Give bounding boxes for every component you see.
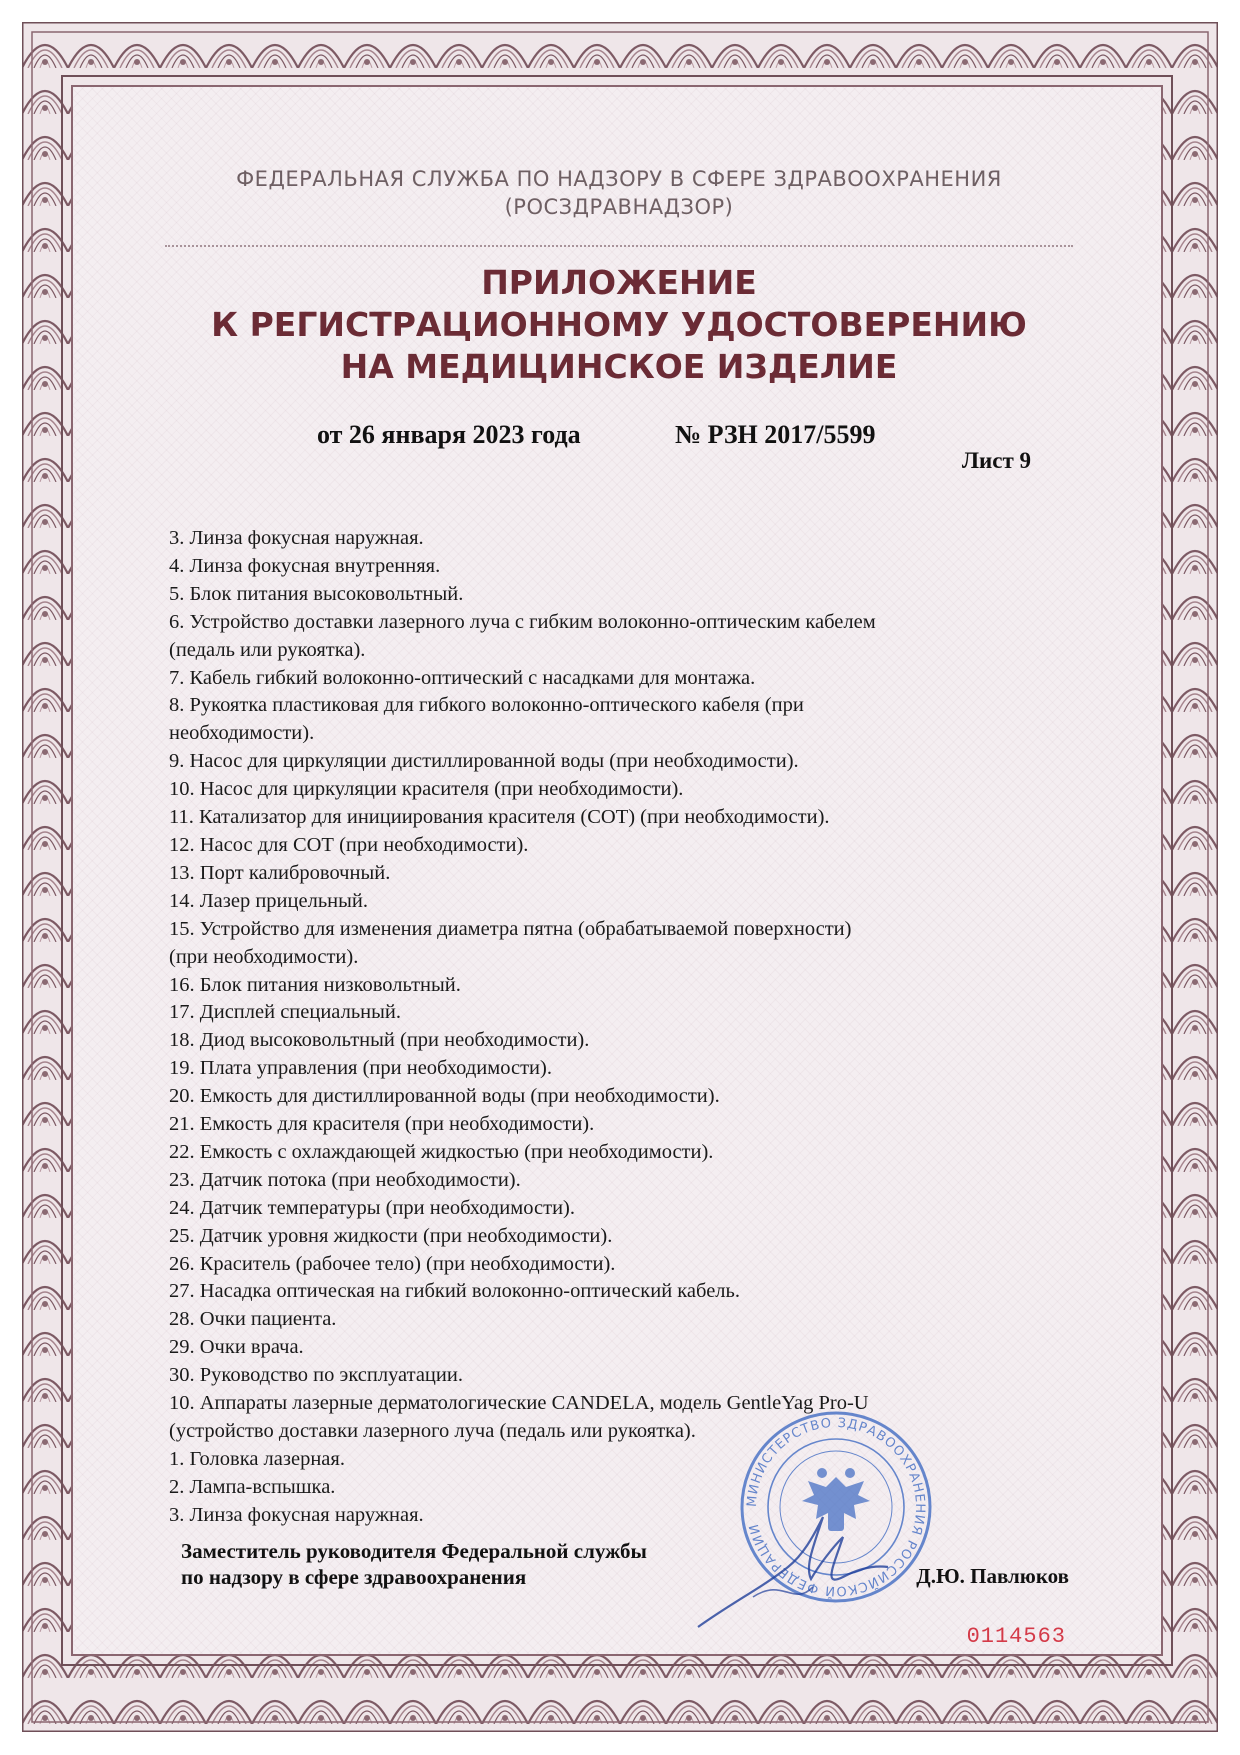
list-item: 27. Насадка оптическая на гибкий волоконно-оптический кабель. — [169, 1280, 740, 1303]
list-item: 18. Диод высоковольтный (при необходимости). — [169, 1029, 590, 1052]
list-item: необходимости). — [169, 722, 315, 745]
list-item: 21. Емкость для красителя (при необходимости). — [169, 1113, 595, 1136]
list-item: 10. Насос для циркуляции красителя (при необходимости). — [169, 778, 684, 801]
list-item: 19. Плата управления (при необходимости). — [169, 1057, 552, 1080]
list-item: 13. Порт калибровочный. — [169, 861, 391, 884]
list-item: 10. Аппараты лазерные дерматологические CANDELA, модель GentleYag Pro-U — [169, 1392, 869, 1415]
list-item: 16. Блок питания низковольтный. — [169, 973, 461, 996]
list-item: 20. Емкость для дистиллированной воды (при необходимости). — [169, 1085, 720, 1108]
list-item: 7. Кабель гибкий волоконно-оптический с насадками для монтажа. — [169, 666, 756, 689]
agency-abbr: (РОСЗДРАВНАДЗОР) — [504, 195, 734, 219]
list-item: 3. Линза фокусная наружная. — [169, 527, 424, 549]
signatory-role — [181, 1538, 647, 1590]
issue-date: от 26 января 2023 года — [317, 420, 581, 449]
list-item: 2. Лампа-вспышка. — [169, 1475, 336, 1498]
signatory-role-line-1: Заместитель руководителя Федеральной службы — [181, 1539, 647, 1563]
list-item: 12. Насос для СОТ (при необходимости). — [169, 833, 529, 856]
serial-number: 0114563 — [966, 1624, 1066, 1649]
handwritten-signature — [693, 1507, 893, 1637]
certificate-sheet — [22, 22, 1218, 1732]
list-item: 23. Датчик потока (при необходимости). — [169, 1168, 521, 1191]
component-list — [169, 525, 1029, 1530]
list-item: 25. Датчик уровня жидкости (при необходимости). — [169, 1224, 613, 1247]
list-item: (педаль или рукоятка). — [169, 638, 366, 661]
list-item: 14. Лазер прицельный. — [169, 889, 369, 912]
list-item: 1. Головка лазерная. — [169, 1447, 345, 1470]
list-item: (при необходимости). — [169, 945, 359, 968]
signatory-name: Д.Ю. Павлюков — [916, 1564, 1069, 1588]
sheet-number: Лист 9 — [961, 448, 1031, 473]
list-item: 24. Датчик температуры (при необходимости). — [169, 1196, 575, 1219]
list-item: 9. Насос для циркуляции дистиллированной воды (при необходимости). — [169, 750, 799, 773]
title-line-2: К РЕГИСТРАЦИОННОМУ УДОСТОВЕРЕНИЮ — [211, 305, 1027, 344]
header-divider — [165, 245, 1073, 247]
list-item: (устройство доставки лазерного луча (педаль или рукоятка). — [169, 1420, 696, 1442]
list-item: 11. Катализатор для инициирования красителя (СОТ) (при необходимости). — [169, 806, 830, 829]
list-item: 26. Краситель (рабочее тело) (при необходимости). — [169, 1252, 616, 1275]
title-line-3: НА МЕДИЦИНСКОЕ ИЗДЕЛИЕ — [340, 347, 898, 386]
list-item: 5. Блок питания высоковольтный. — [169, 582, 464, 605]
registration-number: № РЗН 2017/5599 — [675, 420, 876, 449]
list-item: 17. Дисплей специальный. — [169, 1001, 402, 1024]
list-item: 3. Линза фокусная наружная. — [169, 1503, 424, 1526]
list-item: 30. Руководство по эксплуатации. — [169, 1364, 463, 1387]
list-item: 6. Устройство доставки лазерного луча с гибким волоконно-оптическим кабелем — [169, 610, 876, 633]
list-item: 15. Устройство для изменения диаметра пятна (обрабатываемой поверхности) — [169, 917, 852, 940]
document-title — [73, 262, 1165, 388]
signatory-role-line-2: по надзору в сфере здравоохранения — [181, 1565, 527, 1589]
document-body — [71, 85, 1163, 1656]
list-item: 29. Очки врача. — [169, 1336, 304, 1359]
agency-header — [73, 165, 1165, 221]
title-line-1: ПРИЛОЖЕНИЕ — [481, 263, 757, 302]
list-item: 4. Линза фокусная внутренняя. — [169, 554, 441, 577]
list-item: 8. Рукоятка пластиковая для гибкого волоконно-оптического кабеля (при — [169, 694, 804, 717]
seal-ring-text: МИНИСТЕРСТВО ЗДРАВООХРАНЕНИЯ РОССИЙСКОЙ ФЕДЕРАЦИИ — [744, 1415, 928, 1599]
list-item: 28. Очки пациента. — [169, 1308, 337, 1331]
agency-name: ФЕДЕРАЛЬНАЯ СЛУЖБА ПО НАДЗОРУ В СФЕРЕ ЗДРАВООХРАНЕНИЯ — [236, 167, 1002, 191]
list-item: 22. Емкость с охлаждающей жидкостью (при необходимости). — [169, 1140, 714, 1163]
